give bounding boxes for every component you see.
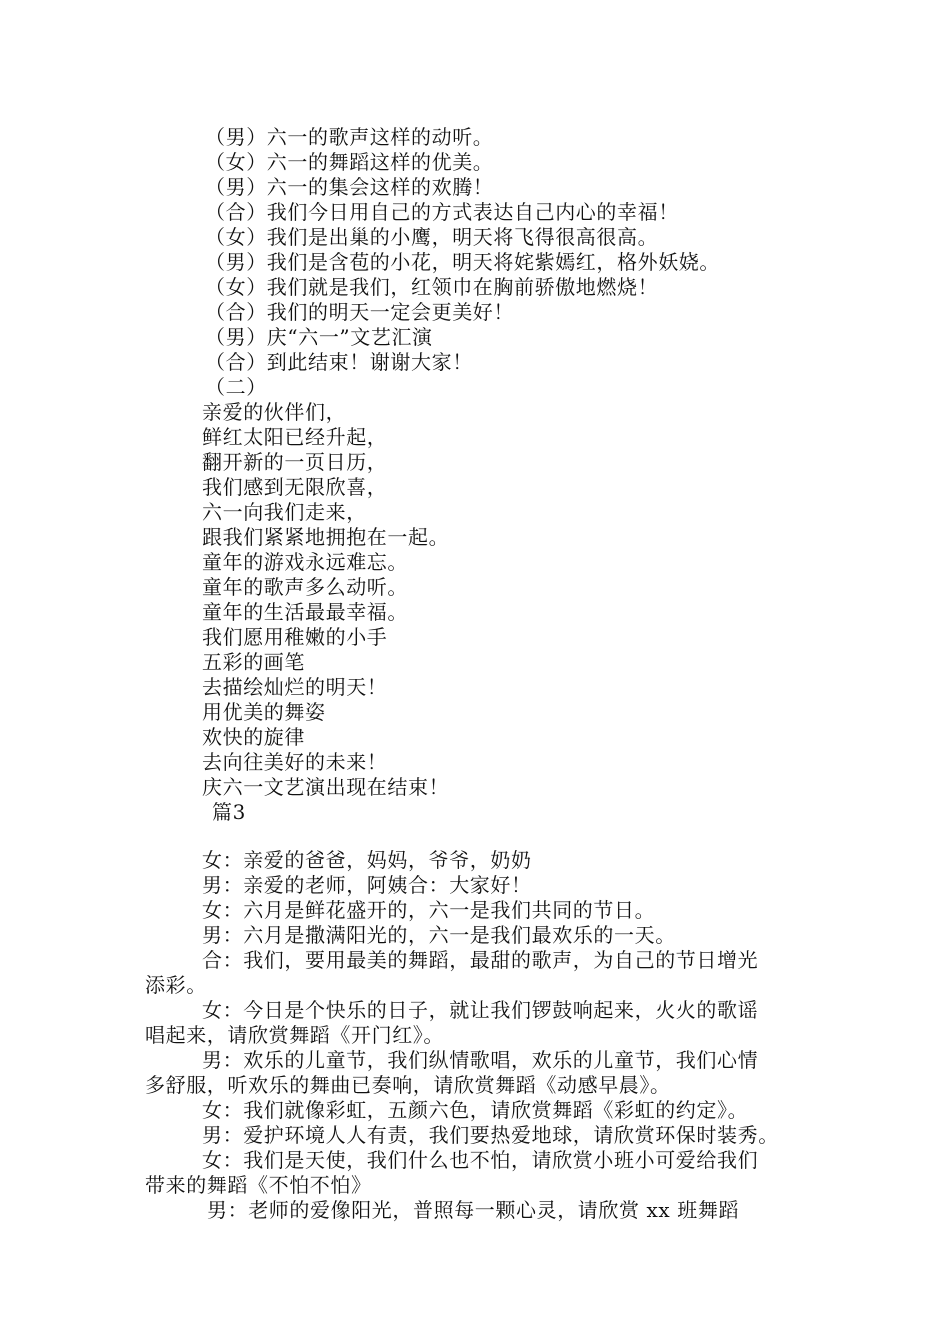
section-number: （二） (205, 375, 267, 399)
script-line-continuation: 添彩。 (145, 973, 207, 997)
poem-line: 童年的歌声多么动听。 (202, 575, 408, 599)
dialogue-line: （男）庆“六一”文艺汇演 (205, 325, 433, 349)
dialogue-line: （女）我们是出巢的小鹰，明天将飞得很高很高。 (205, 225, 659, 249)
poem-line: 六一向我们走来， (202, 500, 367, 524)
script-line: 女：我们就像彩虹，五颜六色，请欣赏舞蹈《彩虹的约定》。 (202, 1098, 749, 1122)
script-line: 男：欢乐的儿童节，我们纵情歌唱，欢乐的儿童节，我们心情 (202, 1048, 759, 1072)
script-line: 男：爱护环境人人有责，我们要热爱地球，请欣赏环保时装秀。 (202, 1123, 779, 1147)
script-line: 女：我们是天使，我们什么也不怕，请欣赏小班小可爱给我们 (202, 1148, 759, 1172)
script-line: 女：亲爱的爸爸，妈妈，爷爷，奶奶 (202, 848, 532, 872)
script-line-continuation: 唱起来，请欣赏舞蹈《开门红》。 (145, 1023, 444, 1047)
poem-line: 用优美的舞姿 (202, 700, 326, 724)
dialogue-line: （女）我们就是我们，红领巾在胸前骄傲地燃烧！ (205, 275, 659, 299)
script-line: 女：六月是鲜花盛开的，六一是我们共同的节日。 (202, 898, 656, 922)
poem-line: 我们愿用稚嫩的小手 (202, 625, 388, 649)
poem-line: 亲爱的伙伴们， (202, 400, 347, 424)
section-heading: 篇3 (212, 800, 246, 824)
dialogue-line: （合）我们的明天一定会更美好！ (205, 300, 514, 324)
dialogue-line: （女）六一的舞蹈这样的优美。 (205, 150, 494, 174)
script-line-continuation: 带来的舞蹈《不怕不怕》 (145, 1173, 372, 1197)
script-line: 合：我们，要用最美的舞蹈，最甜的歌声，为自己的节日增光 (202, 948, 759, 972)
poem-line: 童年的生活最最幸福。 (202, 600, 408, 624)
poem-line: 庆六一文艺演出现在结束！ (202, 775, 450, 799)
dialogue-line: （合）到此结束！谢谢大家！ (205, 350, 473, 374)
dialogue-line: （男）六一的歌声这样的动听。 (205, 125, 494, 149)
poem-line: 跟我们紧紧地拥抱在一起。 (202, 525, 450, 549)
poem-line: 鲜红太阳已经升起， (202, 425, 388, 449)
poem-line: 童年的游戏永远难忘。 (202, 550, 408, 574)
dialogue-line: （合）我们今日用自己的方式表达自己内心的幸福！ (205, 200, 679, 224)
poem-line: 欢快的旋律 (202, 725, 305, 749)
poem-line: 五彩的画笔 (202, 650, 305, 674)
script-line: 男：老师的爱像阳光，普照每一颗心灵，请欣赏 xx 班舞蹈 (207, 1198, 740, 1222)
dialogue-line: （男）六一的集会这样的欢腾！ (205, 175, 494, 199)
script-line: 男：亲爱的老师，阿姨合：大家好！ (202, 873, 532, 897)
poem-line: 去向往美好的未来！ (202, 750, 388, 774)
poem-line: 我们感到无限欣喜， (202, 475, 388, 499)
script-line: 女：今日是个快乐的日子，就让我们锣鼓响起来，火火的歌谣 (202, 998, 759, 1022)
poem-line: 去描绘灿烂的明天！ (202, 675, 388, 699)
script-line-continuation: 多舒服，听欢乐的舞曲已奏响，请欣赏舞蹈《动感早晨》。 (145, 1073, 671, 1097)
poem-line: 翻开新的一页日历， (202, 450, 388, 474)
script-line: 男：六月是撒满阳光的，六一是我们最欢乐的一天。 (202, 923, 676, 947)
dialogue-line: （男）我们是含苞的小花，明天将姹紫嫣红，格外妖娆。 (205, 250, 720, 274)
